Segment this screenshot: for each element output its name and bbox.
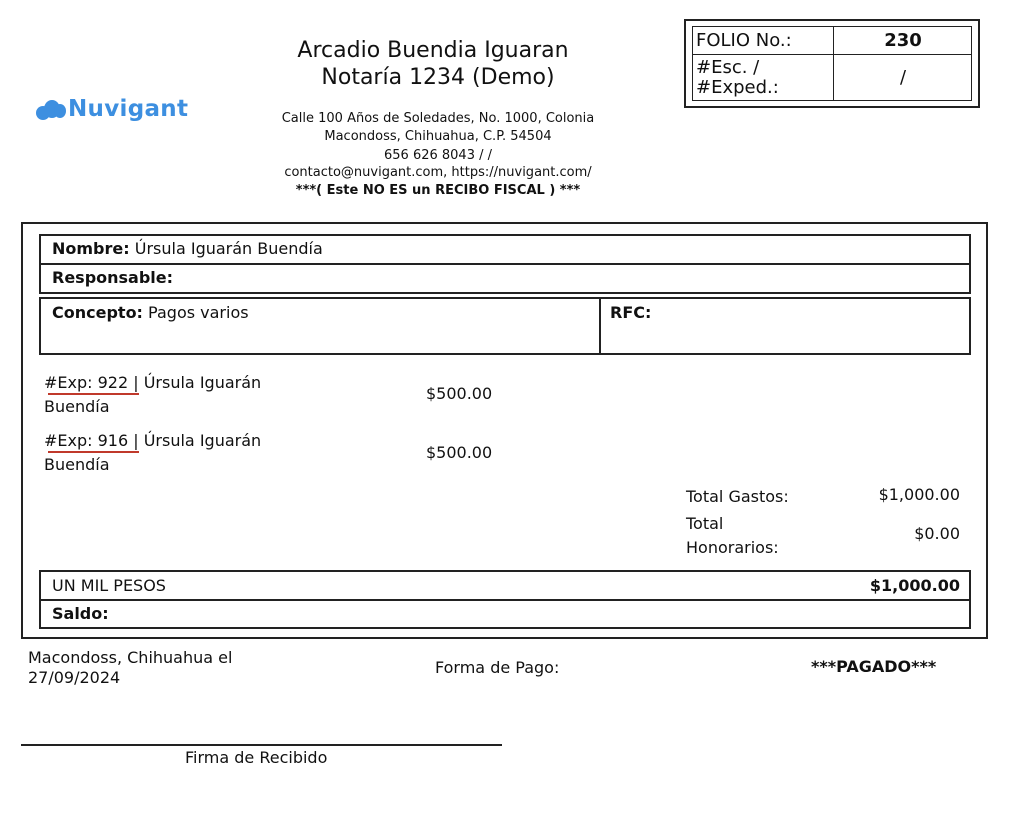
rfc-label: RFC: (610, 303, 652, 322)
line-item (44, 429, 294, 477)
escritura-label-line1: #Esc. / (696, 57, 760, 78)
cloud-icon (36, 98, 66, 120)
folio-label: FOLIO No.: (696, 30, 792, 51)
escritura-value: / (899, 67, 907, 88)
line-item (44, 371, 294, 419)
folio-number: 230 (884, 30, 922, 51)
logo-text: Nuvigant (68, 96, 189, 122)
line-item-name-rest: Buendía (44, 397, 110, 416)
concept-row (52, 303, 249, 322)
concept-label: Concepto: (52, 303, 143, 322)
rfc-row (610, 303, 651, 322)
total-gastos-label: Total Gastos: (686, 487, 789, 506)
fiscal-notice: ***( Este NO ES un RECIBO FISCAL ) *** (295, 183, 581, 198)
total-honorarios-label-line2: Honorarios: (686, 538, 779, 557)
total-gastos-value: $1,000.00 (878, 485, 960, 504)
responsable-label: Responsable: (52, 268, 174, 287)
place-date (28, 648, 232, 688)
line-item-amount: $500.00 (426, 443, 493, 462)
total-honorarios-label-line1: Total (686, 514, 724, 533)
concept-value: Pagos varios (148, 303, 249, 322)
expediente-number[interactable]: #Exp: 916 (44, 431, 129, 450)
responsable-row (52, 268, 173, 287)
escritura-label (696, 58, 779, 98)
line-item-name: | Úrsula Iguarán (128, 431, 262, 450)
escritura-label-line2: #Exped.: (696, 77, 779, 98)
saldo-row (52, 604, 109, 623)
address-line-2: Macondoss, Chihuahua, C.P. 54504 (324, 129, 552, 144)
address-line-1: Calle 100 Años de Soledades, No. 1000, Colonia (281, 111, 595, 126)
total-honorarios-value: $0.00 (914, 524, 960, 543)
expediente-underline (48, 451, 139, 453)
signature-label: Firma de Recibido (185, 748, 328, 767)
nuvigant-logo (36, 96, 188, 122)
line-item-name-rest: Buendía (44, 455, 110, 474)
signature-line (21, 744, 502, 746)
expediente-number[interactable]: #Exp: 922 (44, 373, 129, 392)
contact-line: contacto@nuvigant.com, https://nuvigant.com/ (284, 165, 592, 180)
total-honorarios-label (686, 512, 779, 560)
place-date-line2: 27/09/2024 (28, 668, 121, 687)
phone-line: 656 626 8043 / / (384, 148, 492, 163)
folio-box (684, 19, 980, 108)
payment-status: ***PAGADO*** (811, 657, 937, 676)
amount-total: $1,000.00 (869, 576, 960, 595)
payment-method-label: Forma de Pago: (435, 658, 560, 677)
saldo-label: Saldo: (52, 604, 109, 623)
expediente-underline (48, 393, 139, 395)
line-item-amount: $500.00 (426, 384, 493, 403)
client-name-row (52, 239, 323, 258)
place-date-line1: Macondoss, Chihuahua el (28, 648, 233, 667)
amount-in-words: UN MIL PESOS (52, 576, 166, 595)
client-name-label: Nombre: (52, 239, 130, 258)
client-name-value: Úrsula Iguarán Buendía (134, 239, 323, 258)
notary-office: Notaría 1234 (Demo) (321, 65, 555, 90)
line-item-name: | Úrsula Iguarán (128, 373, 262, 392)
notary-name: Arcadio Buendia Iguaran (297, 38, 569, 63)
